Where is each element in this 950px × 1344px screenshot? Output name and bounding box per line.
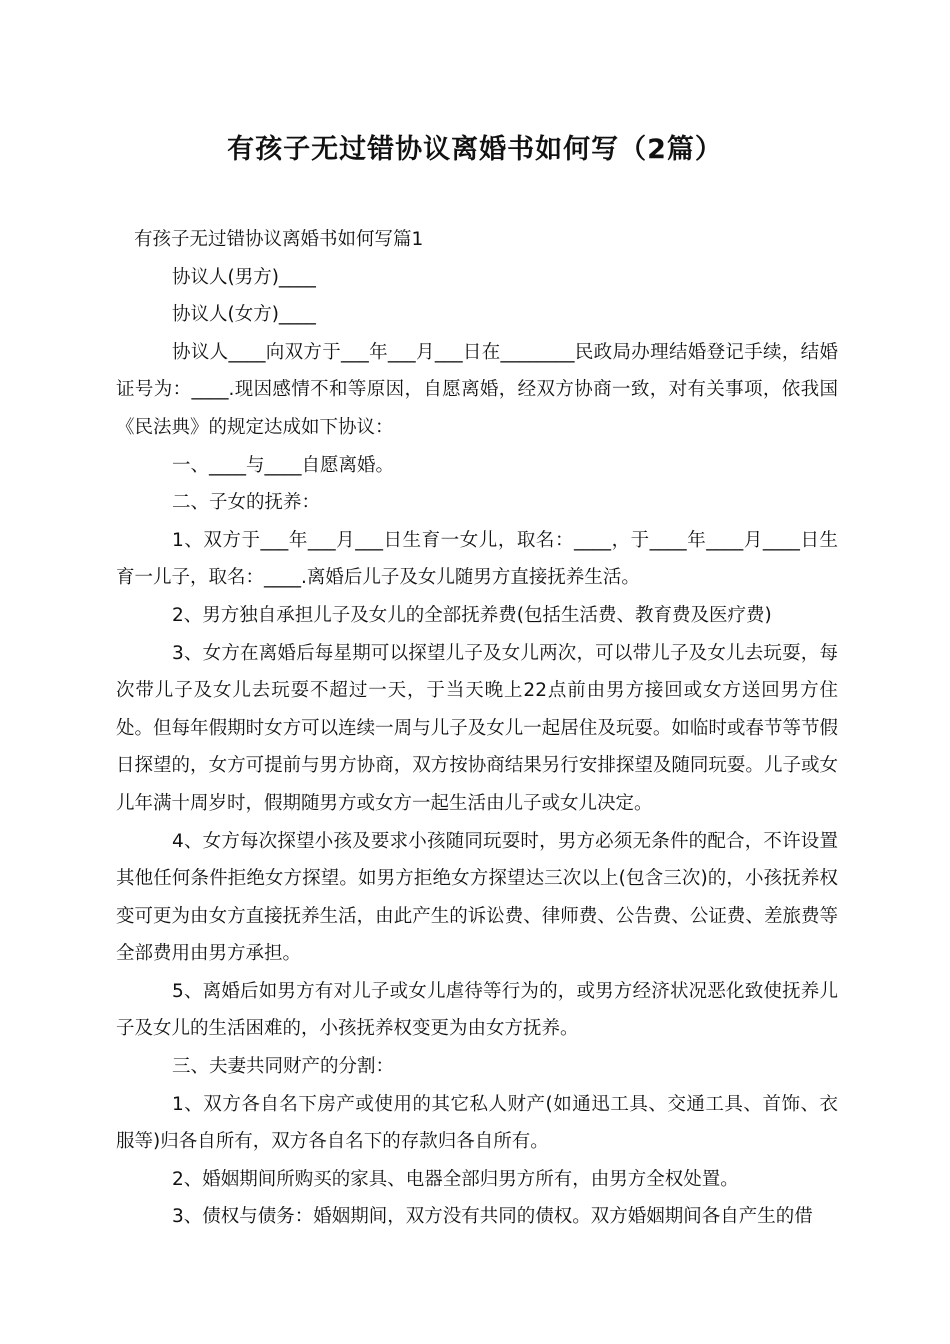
paragraph: 4、女方每次探望小孩及要求小孩随同玩耍时，男方必须无条件的配合，不许设置其他任何条件拒绝女方探望。如男方拒绝女方探望达三次以上(包含三次)的，小孩抚养权变可更为由女方直接抚养生活，由此产生的诉讼费、律师费、公告费、公证费、差旅费等全部费用由男方承担。 (116, 830, 838, 965)
paragraph: 三、夫妻共同财产的分割： (172, 1056, 395, 1078)
document-body (116, 221, 838, 1236)
paragraph: 二、子女的抚养： (172, 492, 321, 514)
paragraph: 5、离婚后如男方有对儿子或女儿虐待等行为的，或男方经济状况恶化致使抚养儿子及女儿的生活困难的，小孩抚养权变更为由女方抚养。 (116, 980, 838, 1040)
paragraph: 协议人(男方)____ (172, 266, 316, 288)
paragraph: 1、双方各自名下房产或使用的其它私人财产(如通迅工具、交通工具、首饰、衣服等)归各自所有，双方各自名下的存款归各自所有。 (116, 1093, 838, 1153)
paragraph: 1、双方于___年___月___日生育一女儿，取名：____，于____年____月____日生育一儿子，取名：____.离婚后儿子及女儿随男方直接抚养生活。 (116, 529, 838, 589)
paragraph: 3、债权与债务：婚姻期间，双方没有共同的债权。双方婚姻期间各自产生的借 (172, 1206, 813, 1228)
paragraph: 协议人(女方)____ (172, 304, 316, 326)
paragraph: 2、男方独自承担儿子及女儿的全部抚养费(包括生活费、教育费及医疗费) (172, 604, 772, 626)
paragraph: 协议人____向双方于___年___月___日在________民政局办理结婚登记手续，结婚证号为：____.现因感情不和等原因，自愿离婚，经双方协商一致，对有关事项，依我国《民法典》的规定达成如下协议： (116, 341, 838, 438)
document-title: 有孩子无过错协议离婚书如何写（2篇） (227, 134, 723, 165)
paragraph: 2、婚姻期间所购买的家具、电器全部归男方所有，由男方全权处置。 (172, 1168, 739, 1190)
paragraph: 3、女方在离婚后每星期可以探望儿子及女儿两次，可以带儿子及女儿去玩耍，每次带儿子及女儿去玩耍不超过一天，于当天晚上22点前由男方接回或女方送回男方住处。但每年假期时女方可以连续一周与儿子及女儿一起居住及玩耍。如临时或春节等节假日探望的，女方可提前与男方协商，双方按协商结果另行安排探望及随同玩耍。儿子或女儿年满十周岁时，假期随男方或女方一起生活由儿子或女儿决定。 (116, 642, 838, 814)
paragraph: 一、____与____自愿离婚。 (172, 454, 395, 476)
section-heading: 有孩子无过错协议离婚书如何写篇1 (134, 229, 424, 250)
